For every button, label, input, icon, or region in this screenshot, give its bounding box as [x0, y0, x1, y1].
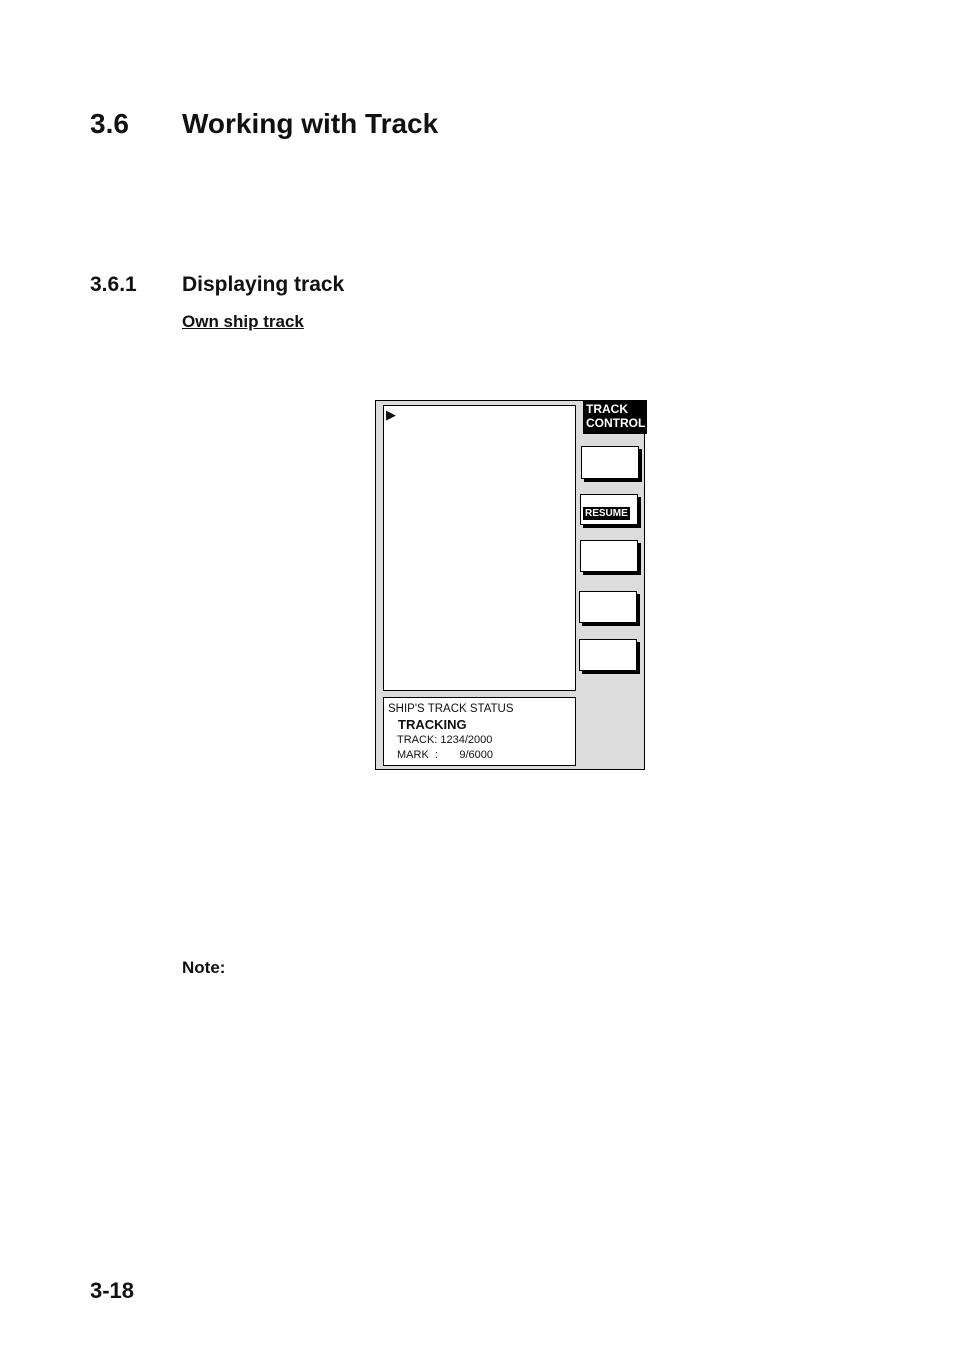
track-status-header: SHIP'S TRACK STATUS [388, 703, 514, 715]
plotter-display-area [383, 405, 576, 691]
softkey-1[interactable] [581, 446, 639, 479]
softkey-resume[interactable] [580, 494, 638, 525]
softkey-5[interactable] [579, 639, 637, 671]
mark-count: MARK : 9/6000 [397, 749, 493, 761]
subsection-number: 3.6.1 [90, 273, 137, 296]
page-number: 3-18 [90, 1278, 135, 1303]
track-count: TRACK: 1234/2000 [397, 734, 493, 746]
softkey-3[interactable] [580, 540, 638, 572]
section-title: Working with Track [182, 108, 439, 139]
track-status-mode: TRACKING [398, 717, 467, 732]
menu-title-line2: CONTROL [586, 416, 646, 430]
own-ship-track-heading: Own ship track [182, 312, 304, 331]
resume-label: RESUME [585, 508, 628, 519]
menu-title-line1: TRACK [586, 402, 628, 416]
cursor-arrow-icon: ▶ [386, 407, 396, 422]
track-control-screen-figure [375, 400, 645, 770]
note-label: Note: [182, 958, 226, 977]
track-status-box [383, 697, 576, 766]
softkey-4[interactable] [579, 591, 637, 623]
subsection-title: Displaying track [182, 273, 345, 296]
track-control-menu-title [583, 400, 647, 434]
section-number: 3.6 [90, 108, 129, 139]
